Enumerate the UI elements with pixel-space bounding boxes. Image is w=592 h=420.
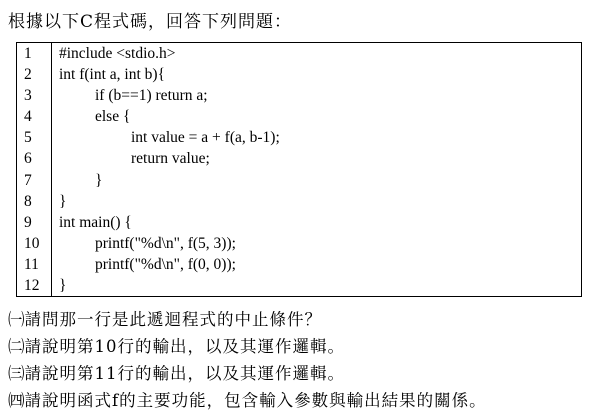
code-line: return value;: [131, 150, 210, 168]
code-line: printf("%d\n", f(0, 0));: [95, 255, 236, 273]
question-number: ㈣: [8, 391, 25, 410]
question-text: 請說明第11行的輸出，以及其運作邏輯。: [24, 364, 345, 383]
line-number: 12: [24, 277, 40, 295]
question-text: 請問那一行是此遞迴程式的中止條件？: [24, 310, 322, 329]
question-number: ㈡: [8, 337, 25, 356]
question-item: [8, 387, 487, 414]
code-line: #include <stdio.h>: [59, 45, 176, 62]
question-item: [8, 360, 487, 387]
line-number: 1: [24, 45, 32, 62]
line-number: 8: [24, 192, 32, 210]
line-number: 3: [24, 87, 32, 105]
question-list: [8, 306, 487, 414]
code-line: int f(int a, int b){: [59, 66, 166, 84]
code-line: else {: [95, 108, 131, 126]
code-line: int main() {: [59, 213, 132, 231]
line-number: 2: [24, 66, 32, 84]
question-number: ㈢: [8, 364, 25, 383]
code-line: if (b==1) return a;: [95, 87, 208, 105]
question-item: [8, 306, 487, 333]
intro-text: 根據以下C程式碼，回答下列問題：: [8, 12, 293, 32]
code-line: }: [59, 192, 67, 210]
question-text: 請說明函式f的主要功能，包含輸入參數與輸出結果的關係。: [24, 391, 487, 410]
question-number: ㈠: [8, 310, 25, 329]
code-column: [52, 43, 581, 296]
code-line: }: [59, 277, 67, 295]
line-number: 4: [24, 108, 32, 126]
line-number: 10: [24, 234, 40, 252]
line-number-column: [17, 43, 52, 296]
line-number: 11: [24, 255, 39, 273]
code-listing-table: [16, 42, 582, 297]
line-number: 6: [24, 150, 32, 168]
line-number: 9: [24, 213, 32, 231]
code-line: }: [95, 171, 103, 189]
question-item: [8, 333, 487, 360]
line-number: 7: [24, 171, 32, 189]
code-line: int value = a + f(a, b-1);: [131, 129, 280, 147]
line-number: 5: [24, 129, 32, 147]
code-line: printf("%d\n", f(5, 3));: [95, 234, 236, 252]
question-text: 請說明第10行的輸出，以及其運作邏輯。: [24, 337, 345, 356]
